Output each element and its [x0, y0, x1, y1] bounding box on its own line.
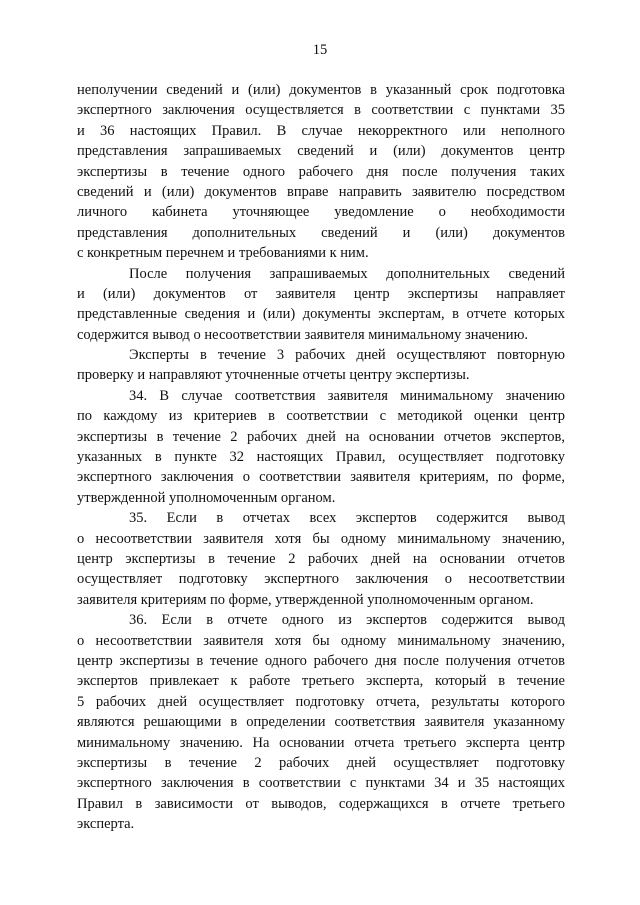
text-line: Правил в зависимости от выводов, содержащихся в отчете третьего [77, 795, 565, 812]
text-line: о несоответствии заявителя хотя бы одному минимальному значению, [77, 632, 565, 649]
text-line: представления запрашиваемых сведений и (или) документов центр [77, 143, 565, 160]
page-number: 15 [312, 42, 328, 58]
text-line: представленные сведения и (или) документы экспертам, в отчете которых [77, 306, 565, 323]
text-line: и 36 настоящих Правил. В случае некорректного или неполного [77, 122, 565, 139]
text-line: экспертного заключения осуществляется в соответствии с пунктами 35 [77, 102, 565, 119]
text-line: содержится вывод о несоответствии заявителя минимальному значению. [77, 326, 529, 343]
text-line: эксперта. [77, 816, 135, 833]
text-line: экспертного заключения о соответствии заявителя критериям, по форме, [77, 469, 565, 486]
text-line: экспертизы в течение одного рабочего дня после получения таких [77, 163, 565, 180]
text-line: экспертов привлекает к работе третьего эксперта, который в течение [77, 673, 565, 690]
text-line: указанных в пункте 32 настоящих Правил, осуществляет подготовку [77, 449, 565, 466]
text-line: Эксперты в течение 3 рабочих дней осуществляют повторную [129, 347, 565, 364]
text-line: личного кабинета уточняющее уведомление о необходимости [77, 204, 565, 221]
text-line: являются решающими в определении соответствия заявителя указанному [77, 714, 565, 731]
text-line: с конкретным перечнем и требованиями к ним. [77, 245, 369, 262]
text-line: После получения запрашиваемых дополнительных сведений [129, 265, 565, 282]
text-line: и (или) документов от заявителя центр экспертизы направляет [77, 285, 565, 302]
text-line: центр экспертизы в течение одного рабочего дня после получения отчетов [77, 652, 565, 669]
text-line: неполучении сведений и (или) документов в указанный срок подготовка [77, 82, 565, 98]
text-line: осуществляет подготовку экспертного заключения о несоответствии [77, 571, 565, 588]
text-line: 34. В случае соответствия заявителя минимальному значению [129, 387, 565, 404]
text-line: экспертизы в течение 2 рабочих дней на основании отчетов экспертов, [77, 428, 565, 445]
document-body [77, 80, 565, 834]
text-line: по каждому из критериев в соответствии с методикой оценки центр [77, 408, 565, 425]
text-line: утвержденной уполномоченным органом. [77, 489, 336, 506]
text-line: минимальному значению. На основании отчета третьего эксперта центр [77, 734, 565, 751]
text-line: экспертного заключения в соответствии с пунктами 34 и 35 настоящих [77, 775, 565, 792]
text-line: экспертизы в течение 2 рабочих дней осуществляет подготовку [77, 754, 565, 771]
text-line: проверку и направляют уточненные отчеты центру экспертизы. [77, 367, 470, 384]
text-line: о несоответствии заявителя хотя бы одному минимальному значению, [77, 530, 565, 547]
text-line: 5 рабочих дней осуществляет подготовку отчета, результаты которого [77, 693, 565, 710]
text-line: заявителя критериям по форме, утвержденной уполномоченным органом. [77, 591, 534, 608]
text-line: центр экспертизы в течение 2 рабочих дней на основании отчетов [77, 550, 565, 567]
text-line: 35. Если в отчетах всех экспертов содержится вывод [129, 510, 565, 527]
text-line: сведений и (или) документов вправе направить заявителю посредством [77, 183, 565, 200]
text-line: представления дополнительных сведений и (или) документов [77, 224, 565, 241]
text-line: 36. Если в отчете одного из экспертов содержится вывод [129, 612, 565, 629]
